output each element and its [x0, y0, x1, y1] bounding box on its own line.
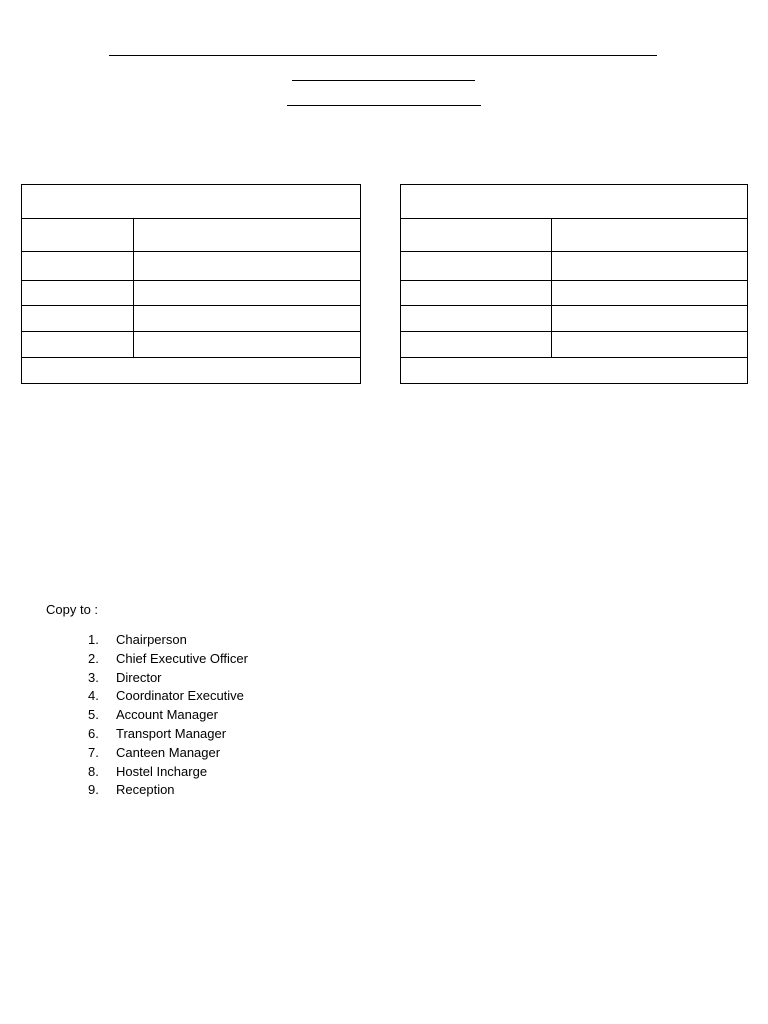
table-cell — [552, 219, 748, 252]
left-table-header-cell — [22, 185, 361, 219]
copy-to-label: Copy to : — [46, 602, 99, 617]
list-item-number: 2. — [88, 650, 99, 666]
table-cell — [401, 219, 552, 252]
list-item-label: Coordinator Executive — [116, 688, 244, 704]
list-item — [88, 764, 248, 783]
list-item-label: Transport Manager — [116, 725, 227, 741]
table-cell — [552, 252, 748, 281]
header-subtitle-line — [292, 80, 475, 81]
copy-to-list — [88, 632, 248, 801]
table-cell — [552, 281, 748, 306]
table-cell — [401, 281, 552, 306]
list-item-number: 8. — [88, 763, 99, 779]
table-cell — [134, 332, 361, 358]
right-table-header-cell — [401, 185, 748, 219]
right-form-table — [400, 184, 748, 384]
list-item-label: Account Manager — [116, 707, 218, 723]
list-item-number: 6. — [88, 725, 99, 741]
list-item-number: 7. — [88, 744, 99, 760]
list-item — [88, 651, 248, 670]
table-cell — [401, 252, 552, 281]
table-cell — [22, 332, 134, 358]
table-cell — [552, 306, 748, 332]
list-item-label: Director — [116, 669, 162, 685]
list-item — [88, 670, 248, 689]
header-date-line — [287, 105, 481, 106]
table-cell — [134, 306, 361, 332]
table-cell — [552, 332, 748, 358]
table-cell — [22, 306, 134, 332]
list-item-number: 3. — [88, 669, 99, 685]
table-cell — [401, 332, 552, 358]
list-item-label: Hostel Incharge — [116, 763, 208, 779]
list-item-label: Canteen Manager — [116, 744, 221, 760]
left-table-footer-cell — [22, 358, 361, 384]
left-form-table — [21, 184, 361, 384]
header-title-line — [109, 55, 657, 56]
list-item — [88, 782, 248, 801]
list-item — [88, 688, 248, 707]
table-cell — [401, 306, 552, 332]
list-item — [88, 726, 248, 745]
table-cell — [22, 281, 134, 306]
right-table-footer-cell — [401, 358, 748, 384]
list-item-label: Chairperson — [116, 632, 187, 647]
list-item-number: 5. — [88, 707, 99, 723]
list-item-label: Chief Executive Officer — [116, 650, 248, 666]
list-item-label: Reception — [116, 782, 175, 798]
list-item-number: 9. — [88, 782, 99, 798]
table-cell — [134, 281, 361, 306]
table-cell — [134, 219, 361, 252]
table-cell — [134, 252, 361, 281]
list-item-number: 1. — [88, 632, 99, 647]
list-item-number: 4. — [88, 688, 99, 704]
table-cell — [22, 219, 134, 252]
list-item — [88, 707, 248, 726]
list-item — [88, 632, 248, 651]
list-item — [88, 745, 248, 764]
table-cell — [22, 252, 134, 281]
